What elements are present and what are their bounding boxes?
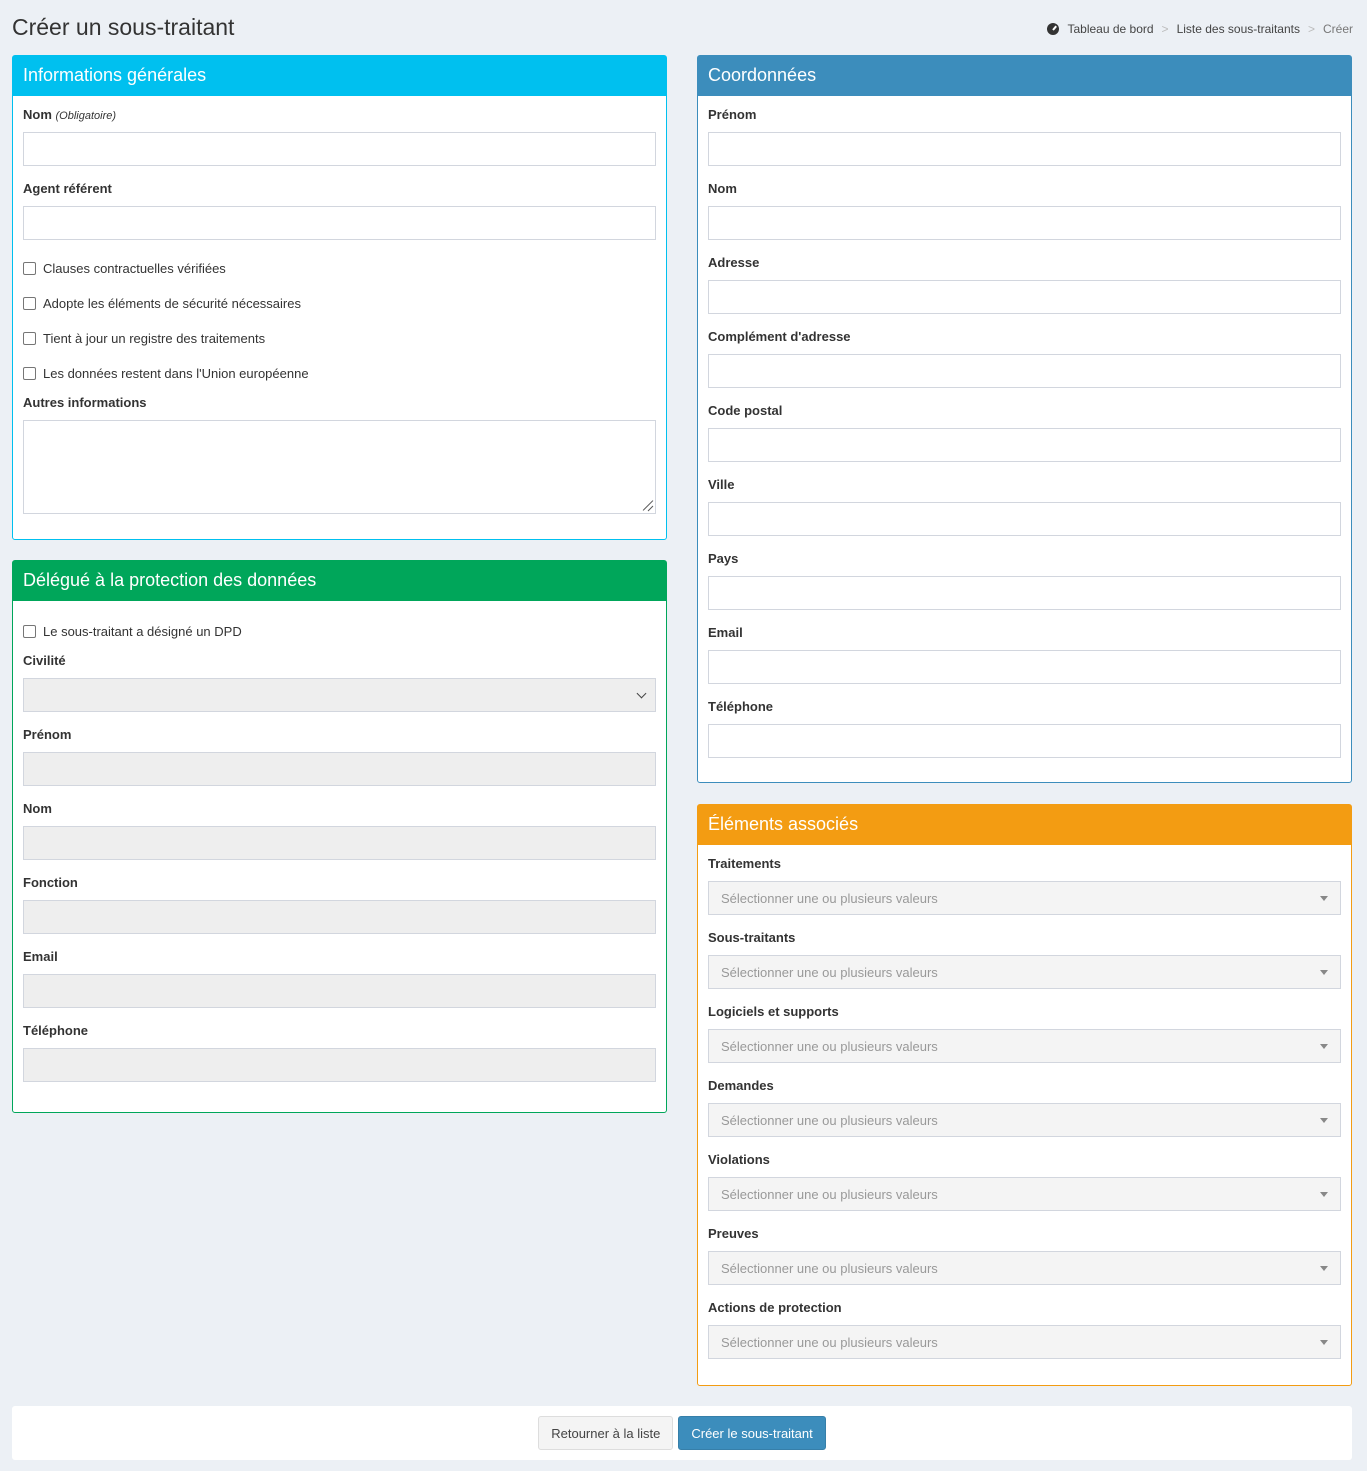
contact-adresse-input[interactable] (708, 280, 1341, 314)
select-placeholder: Sélectionner une ou plusieurs valeurs (721, 1334, 938, 1350)
dpo-email-input (23, 974, 656, 1008)
violations-select[interactable] (708, 1177, 1341, 1211)
preuves-select[interactable] (708, 1251, 1341, 1285)
contact-ville-input[interactable] (708, 502, 1341, 536)
civilite-select[interactable] (23, 678, 656, 712)
soustraitants-select[interactable] (708, 955, 1341, 989)
contact-ville-label: Ville (708, 477, 735, 492)
demandes-label: Demandes (708, 1078, 774, 1093)
caret-down-icon (1320, 896, 1328, 901)
select-placeholder: Sélectionner une ou plusieurs valeurs (721, 964, 938, 980)
dpo-nom-input (23, 826, 656, 860)
checkbox-box[interactable] (23, 367, 36, 380)
contact-email-label: Email (708, 625, 743, 640)
required-hint: (Obligatoire) (55, 110, 117, 122)
checkbox-box[interactable] (23, 262, 36, 275)
contact-adresse-label: Adresse (708, 255, 760, 270)
checkbox-dpd[interactable] (23, 617, 656, 652)
checkbox-label: Le sous-traitant a désigné un DPD (43, 624, 242, 639)
traitements-label: Traitements (708, 856, 781, 871)
dpo-fonction-input (23, 900, 656, 934)
checkbox-label: Les données restent dans l'Union européenne (43, 366, 309, 381)
agent-input[interactable] (23, 206, 656, 240)
back-to-list-button[interactable]: Retourner à la liste (538, 1416, 673, 1450)
contact-telephone-input[interactable] (708, 724, 1341, 758)
preuves-label: Preuves (708, 1226, 759, 1241)
soustraitants-label: Sous-traitants (708, 930, 796, 945)
autres-textarea[interactable] (23, 420, 656, 514)
caret-down-icon (1320, 970, 1328, 975)
breadcrumb-list[interactable]: Liste des sous-traitants (1176, 22, 1300, 36)
agent-label: Agent référent (23, 181, 112, 196)
contact-pays-input[interactable] (708, 576, 1341, 610)
select-placeholder: Sélectionner une ou plusieurs valeurs (721, 1112, 938, 1128)
breadcrumb-current: Créer (1322, 22, 1353, 36)
page-header (12, 12, 1353, 44)
create-button[interactable]: Créer le sous-traitant (678, 1416, 825, 1450)
dpo-fonction-label: Fonction (23, 875, 78, 890)
associated-box (697, 804, 1352, 1386)
dpo-email-label: Email (23, 949, 58, 964)
page-title: Créer un sous-traitant (12, 14, 235, 40)
checkbox-clauses[interactable] (23, 254, 656, 289)
checkbox-box[interactable] (23, 297, 36, 310)
contact-email-input[interactable] (708, 650, 1341, 684)
dpo-title: Délégué à la protection des données (13, 561, 666, 601)
form-actions (12, 1406, 1352, 1460)
checkbox-label: Adopte les éléments de sécurité nécessaires (43, 296, 301, 311)
caret-down-icon (1320, 1340, 1328, 1345)
contact-nom-label: Nom (708, 181, 737, 196)
dpo-box (12, 560, 667, 1113)
select-placeholder: Sélectionner une ou plusieurs valeurs (721, 890, 938, 906)
checkbox-label: Clauses contractuelles vérifiées (43, 261, 226, 276)
breadcrumb-dashboard[interactable]: Tableau de bord (1067, 22, 1154, 36)
checkbox-securite[interactable] (23, 289, 656, 324)
general-info-box (12, 55, 667, 540)
select-placeholder: Sélectionner une ou plusieurs valeurs (721, 1038, 938, 1054)
caret-down-icon (1320, 1044, 1328, 1049)
autres-label: Autres informations (23, 395, 147, 410)
checkbox-ue[interactable] (23, 359, 656, 394)
contact-codepostal-label: Code postal (708, 403, 783, 418)
nom-input[interactable] (23, 132, 656, 166)
contact-prenom-label: Prénom (708, 107, 757, 122)
dpo-telephone-label: Téléphone (23, 1023, 89, 1038)
demandes-select[interactable] (708, 1103, 1341, 1137)
contact-pays-label: Pays (708, 551, 739, 566)
contact-codepostal-input[interactable] (708, 428, 1341, 462)
contact-title: Coordonnées (698, 56, 1351, 96)
contact-complement-label: Complément d'adresse (708, 329, 851, 344)
actions-label: Actions de protection (708, 1300, 842, 1315)
chevron-down-icon (637, 688, 647, 698)
logiciels-select[interactable] (708, 1029, 1341, 1063)
contact-nom-input[interactable] (708, 206, 1341, 240)
contact-telephone-label: Téléphone (708, 699, 774, 714)
actions-select[interactable] (708, 1325, 1341, 1359)
dpo-prenom-input (23, 752, 656, 786)
checkbox-box[interactable] (23, 625, 36, 638)
nom-label: Nom (Obligatoire) (23, 107, 117, 122)
select-placeholder: Sélectionner une ou plusieurs valeurs (721, 1260, 938, 1276)
caret-down-icon (1320, 1192, 1328, 1197)
checkbox-box[interactable] (23, 332, 36, 345)
dashboard-icon (1047, 23, 1059, 35)
traitements-select[interactable] (708, 881, 1341, 915)
associated-title: Éléments associés (698, 805, 1351, 845)
checkbox-label: Tient à jour un registre des traitements (43, 331, 266, 346)
dpo-nom-label: Nom (23, 801, 52, 816)
dpo-telephone-input (23, 1048, 656, 1082)
breadcrumb (1047, 22, 1353, 36)
caret-down-icon (1320, 1266, 1328, 1271)
resize-handle-icon[interactable] (641, 499, 653, 511)
caret-down-icon (1320, 1118, 1328, 1123)
contact-prenom-input[interactable] (708, 132, 1341, 166)
general-info-title: Informations générales (13, 56, 666, 96)
logiciels-label: Logiciels et supports (708, 1004, 839, 1019)
checkbox-registre[interactable] (23, 324, 656, 359)
breadcrumb-separator: > (1307, 22, 1315, 36)
select-placeholder: Sélectionner une ou plusieurs valeurs (721, 1186, 938, 1202)
contact-complement-input[interactable] (708, 354, 1341, 388)
breadcrumb-separator: > (1161, 22, 1169, 36)
civilite-label: Civilité (23, 653, 66, 668)
contact-box (697, 55, 1352, 783)
dpo-prenom-label: Prénom (23, 727, 72, 742)
violations-label: Violations (708, 1152, 770, 1167)
